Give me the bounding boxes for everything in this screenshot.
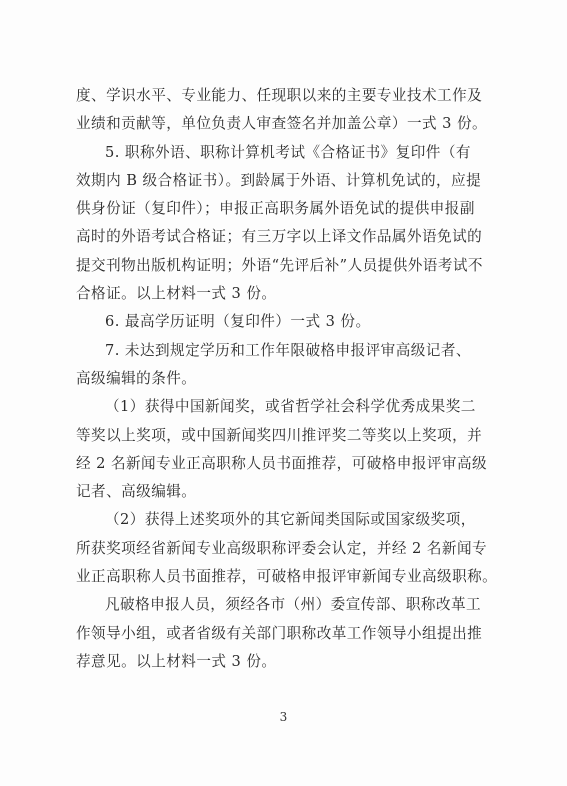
text-line: 经 2 名新闻专业正高职称人员书面推荐，可破格申报评审高级	[76, 454, 488, 472]
text-line: 业正高职称人员书面推荐，可破格申报评审新闻专业高级职称。	[76, 568, 498, 586]
text-line: 高级编辑的条件。	[76, 369, 197, 387]
document-body	[76, 82, 496, 676]
text-line: 度、学识水平、专业能力、任现职以来的主要专业技术工作及	[76, 87, 483, 104]
text-line: （2）获得上述奖项外的其它新闻类国际或国家级奖项，	[105, 511, 476, 529]
text-line: 供身份证（复印件）；申报正高职务属外语免试的提供申报副	[76, 200, 475, 218]
text-line: 5. 职称外语、职称计算机考试《合格证书》复印件（有	[105, 143, 471, 161]
text-line: 提交刊物出版机构证明；外语“先评后补”人员提供外语考试不	[76, 256, 483, 274]
text-line: 合格证。以上材料一式 3 份。	[76, 285, 277, 303]
text-line: 荐意见。以上材料一式 3 份。	[76, 652, 277, 670]
text-line: 所获奖项经省新闻专业高级职称评委会认定，并经 2 名新闻专	[76, 539, 488, 557]
text-line: 作领导小组，或者省级有关部门职称改革工作领导小组提出推	[76, 624, 483, 642]
text-line: 记者、高级编辑。	[76, 483, 197, 501]
text-line: 凡破格申报人员，须经各市（州）委宣传部、职称改革工	[105, 596, 482, 614]
page-number: 3	[279, 710, 288, 724]
text-line: 效期内 B 级合格证书）。到龄属于外语、计算机免试的，应提	[76, 171, 482, 189]
text-line: 业绩和贡献等，单位负责人审查签名并加盖公章）一式 3 份。	[76, 115, 488, 133]
text-line: 等奖以上奖项，或中国新闻奖四川推评奖二等奖以上奖项，并	[76, 426, 483, 444]
text-line: 高时的外语考试合格证；有三万字以上译文作品属外语免试的	[76, 228, 483, 246]
text-line: 7. 未达到规定学历和工作年限破格申报评审高级记者、	[105, 341, 471, 359]
text-line: 6. 最高学历证明（复印件）一式 3 份。	[105, 313, 371, 331]
text-line: （1）获得中国新闻奖，或省哲学社会科学优秀成果奖二	[105, 398, 476, 416]
